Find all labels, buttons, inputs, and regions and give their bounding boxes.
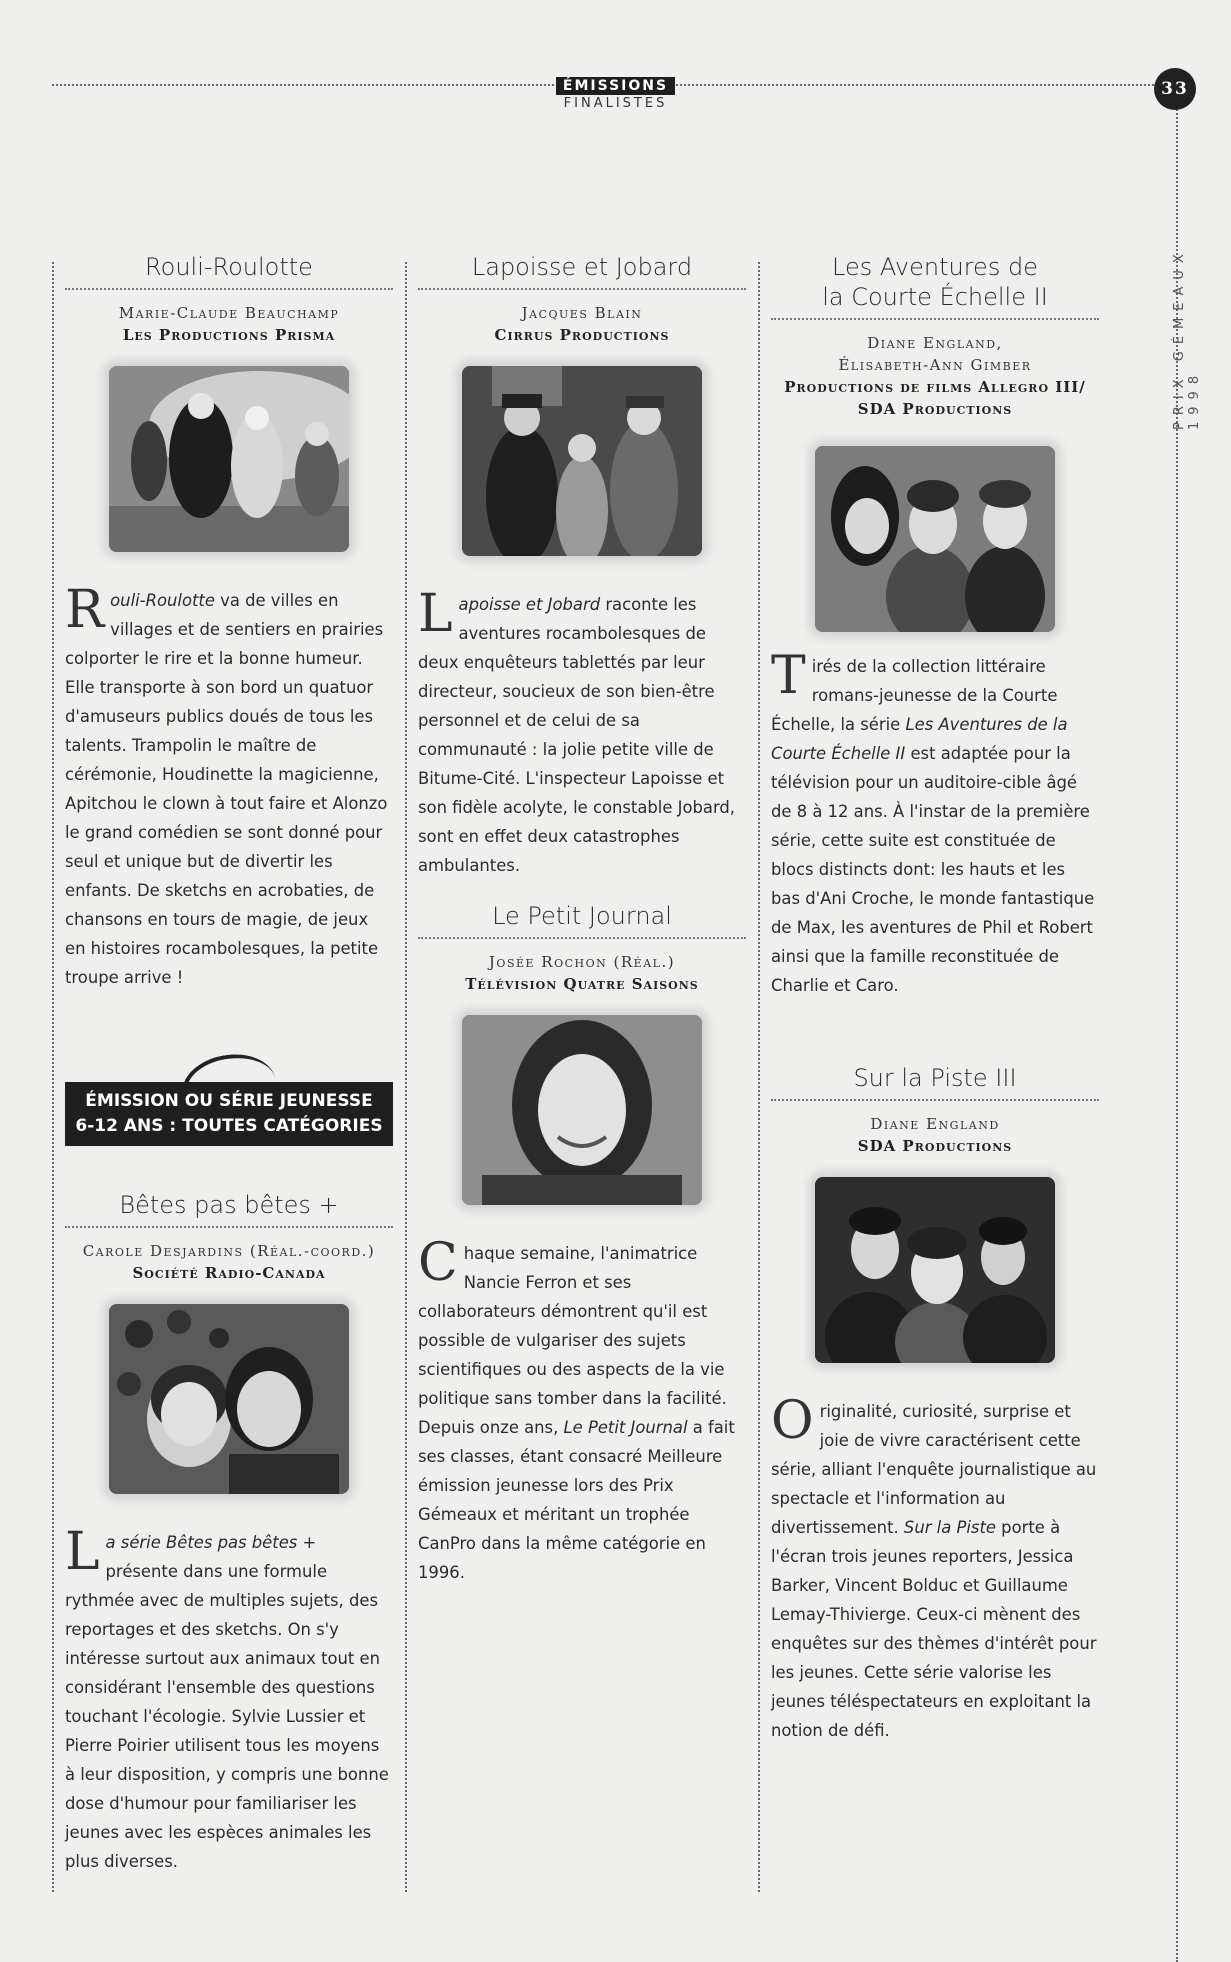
entry-description [65,580,393,992]
page-number: 33 [1154,68,1196,110]
credit-name: Carole Desjardins (Réal.-coord.) [82,1242,376,1260]
description-text-a: haque semaine, l'animatrice Nancie Ferron et ses collaborateurs démontrent qu'il est possible de vulgariser des sujets scientifiques ou des aspects de la vie politique sans tomber dans la facilité. Depuis onze ans, [418,1244,727,1437]
credit-company: Productions de films Allegro III/ [784,378,1086,396]
credit-name: Josée Rochon (Réal.) [488,953,676,971]
italic-title: ouli-Roulotte [110,591,215,610]
drop-cap: T [771,646,806,706]
section-label: ÉMISSIONS [556,77,675,95]
description-text-b: a fait ses classes, étant consacré Meilleure émission jeunesse lors des Prix Gémeaux et méritant un trophée CanPro dans la même catégorie en 1996. [418,1418,735,1582]
credit-name: Marie-Claude Beauchamp [118,304,340,322]
entry-rouli-roulotte [65,252,393,992]
category-line-2: 6-12 ANS : TOUTES CATÉGORIES [75,1116,383,1136]
entry-description [418,1233,746,1587]
title-line-1: Les Aventures de [832,253,1038,281]
photo-lapoisse-et-jobard [462,366,702,556]
description-text-a: riginalité, curiosité, surprise et joie de vivre caractérisent cette série, alliant l'enquête journalistique au spectacle et l'information au divertissement. [771,1402,1097,1537]
credits [65,1240,393,1284]
italic-title: Sur la Piste [903,1518,996,1537]
description-text: présente dans une formule rythmée avec de multiples sujets, des reportages et des sketchs. On s'y intéresse surtout aux animaux tout en considérant l'ensemble des questions touchant l'écologie. Sylvie Lussier et Pierre Poirier utilisent tous les moyens à leur disposition, y compris une bonne dose d'humour pour familiariser les jeunes avec les espèces animales les plus diverses. [65,1562,389,1871]
italic-title: Le Petit Journal [563,1418,688,1437]
entry-description [65,1522,393,1876]
subsection-label: FINALISTES [563,96,668,111]
credits [771,1113,1099,1157]
photo-les-aventures [815,446,1055,632]
entry-title: Le Petit Journal [418,901,746,939]
entry-title: Lapoisse et Jobard [418,252,746,290]
drop-cap: R [65,580,105,640]
entry-title: Bêtes pas bêtes + [65,1190,393,1228]
credit-company: Cirrus Productions [494,326,670,344]
credit-name: Élisabeth-Ann Gimber [838,356,1032,374]
description-text: raconte les aventures rocambolesques de deux enquêteurs tablettés par leur directeur, soucieux de son bien-être personnel et de celui de sa communauté : la jolie petite ville de Bitume-Cité. L'inspecteur Lapoisse et son fidèle acolyte, le constable Jobard, sont en effet deux catastrophes ambulantes. [418,595,736,875]
photo-betes-pas-betes [109,1304,349,1494]
description-text: va de villes en villages et de sentiers en prairies colporter le rire et la bonne humeur. Elle transporte à son bord un quatuor d'amuseurs publics doués de tous les talents. Trampolin le maître de cérémonie, Houdinette la magicienne, Apitchou le clown à tout faire et Alonzo le grand comédien se sont donné pour seul et unique but de divertir les enfants. De sketchs en acrobaties, de chansons en tours de magie, de jeux en histoires rocambolesques, la petite troupe arrive ! [65,591,388,987]
category-line-1: ÉMISSION OU SÉRIE JEUNESSE [85,1091,373,1111]
credit-name: Diane England [870,1115,1000,1133]
entry-description [771,1391,1099,1745]
entry-betes-pas-betes [65,1190,393,1876]
credit-name: Jacques Blain [521,304,643,322]
credit-name: Diane England, [867,334,1003,352]
entry-lapoisse-et-jobard [418,252,746,880]
entry-description [418,584,746,880]
entry-title: Rouli-Roulotte [65,252,393,290]
credits [418,302,746,346]
photo-sur-la-piste [815,1177,1055,1363]
description-text-b: est adaptée pour la télévision pour un auditoire-cible âgé de 8 à 12 ans. À l'instar de la première série, cette suite est constituée de blocs distincts dont: les hauts et les bas d'Ani Croche, le monde fantastique de Max, les aventures de Phil et Robert ainsi que la famille reconstituée de Charlie et Caro. [771,744,1095,995]
italic-title: apoisse et Jobard [458,595,601,614]
credit-company: Télévision Quatre Saisons [465,975,699,993]
side-label: PRIX GÉMEAUX 1998 [1172,247,1202,430]
credits [771,332,1099,420]
category-heading [65,1082,393,1146]
drop-cap: L [65,1522,100,1582]
photo-rouli-roulotte [109,366,349,552]
entry-sur-la-piste [771,1063,1099,1745]
drop-cap: O [771,1391,814,1451]
credits [418,951,746,995]
photo-le-petit-journal [462,1015,702,1205]
credit-company: SDA Productions [857,1137,1013,1155]
credit-company: SDA Productions [857,400,1013,418]
drop-cap: L [418,584,453,644]
description-text-a: irés de la collection littéraire romans-jeunesse de la Courte Échelle, la série [771,657,1058,734]
credit-company: Société Radio-Canada [132,1264,326,1282]
entry-les-aventures [771,252,1099,1000]
section-header [0,75,1231,111]
italic-title: a série Bêtes pas bêtes + [105,1533,317,1552]
entry-title [771,252,1099,320]
entry-title: Sur la Piste III [771,1063,1099,1101]
column-divider [52,262,54,1892]
credits [65,302,393,346]
entry-le-petit-journal [418,901,746,1587]
italic-title: Les Aventures de la Courte Échelle II [771,715,1068,763]
entry-description [771,646,1099,1000]
column-divider [758,262,760,1892]
credit-company: Les Productions Prisma [122,326,336,344]
description-text-b: porte à l'écran trois jeunes reporters, Jessica Barker, Vincent Bolduc et Guillaume Lemay-Thivierge. Ceux-ci mènent des enquêtes sur des thèmes d'intérêt pour les jeunes. Cette série valorise les jeunes téléspectateurs en exploitant la notion de défi. [771,1518,1097,1740]
title-line-2: la Courte Échelle II [822,283,1048,311]
drop-cap: C [418,1233,458,1293]
column-divider [405,262,407,1892]
